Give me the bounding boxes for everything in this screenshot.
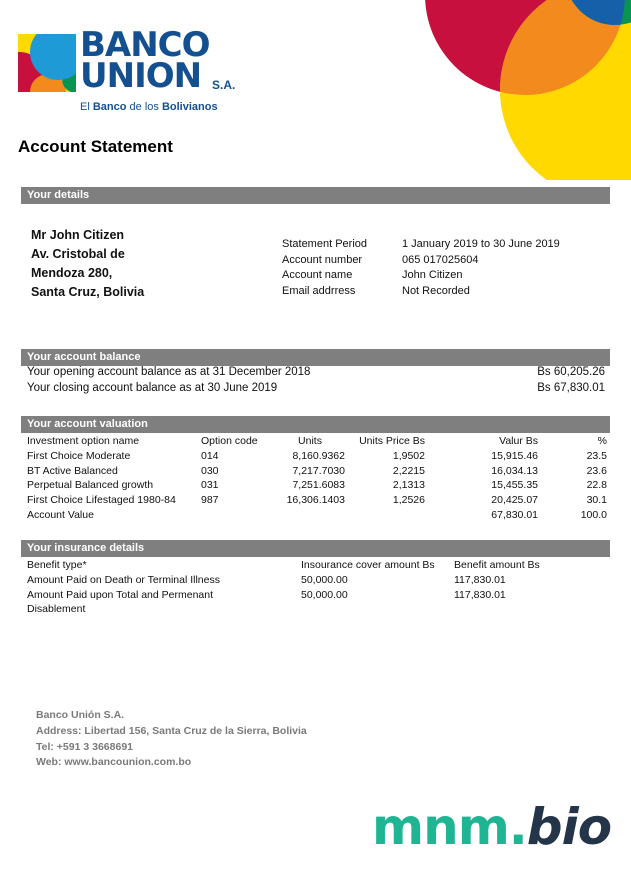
table-row: BT Active Balanced 030 7,217.7030 2,2215 16,034.13 23.6 — [27, 464, 607, 477]
detail-row: Email addrress Not Recorded — [282, 284, 470, 297]
footer-website: Web: www.bancounion.com.bo — [36, 756, 192, 769]
footer-bank-name: Banco Unión S.A. — [36, 709, 125, 721]
table-row: Amount Paid upon Total and Permenant 50,000.00 117,830.01 — [27, 588, 506, 601]
customer-address — [31, 226, 144, 302]
logo-tagline: El Banco de los Bolivianos — [80, 101, 218, 113]
logo-suffix: S.A. — [212, 78, 236, 92]
address-line: Mr John Citizen — [31, 228, 125, 242]
footer-address: Address: Libertad 156, Santa Cruz de la Sierra, Bolivia — [36, 724, 307, 737]
logo-mark — [18, 34, 76, 92]
table-total-row: Account Value 67,830.01 100.0 — [27, 508, 607, 521]
table-row: Amount Paid on Death or Terminal Illness 50,000.00 117,830.01 — [27, 573, 506, 586]
table-row: Disablement — [27, 603, 86, 616]
logo-line-1: BANCO — [80, 25, 210, 65]
table-row: First Choice Moderate 014 8,160.9362 1,9502 15,915.46 23.5 — [27, 449, 607, 462]
page-title: Account Statement — [18, 137, 173, 156]
detail-row: Account name John Citizen — [282, 269, 463, 281]
table-header-row: Benefit type* Insourance cover amount Bs Benefit amount Bs — [27, 559, 540, 571]
watermark: mnm.bio — [372, 798, 612, 856]
balance-row-opening: Your opening account balance as at 31 December 2018 Bs 60,205.26 — [27, 366, 605, 378]
logo-line-2: UNION — [80, 56, 202, 96]
logo-wordmark — [80, 25, 210, 96]
section-header-details: Your details — [21, 187, 610, 204]
detail-row: Account number 065 017025604 — [282, 253, 479, 266]
insurance-table — [27, 558, 607, 617]
address-line: Mendoza 280, — [31, 266, 113, 280]
address-line: Santa Cruz, Bolivia — [31, 285, 145, 299]
table-row: First Choice Lifestaged 1980-84 987 16,306.1403 1,2526 20,425.07 30.1 — [27, 494, 607, 507]
valuation-table — [27, 434, 607, 523]
table-row: Perpetual Balanced growth 031 7,251.6083 2,1313 15,455.35 22.8 — [27, 479, 607, 492]
table-header-row: Investment option name Option code Units Units Price Bs Valur Bs % — [27, 435, 607, 447]
decorative-circles — [400, 0, 631, 180]
address-line: Av. Cristobal de — [31, 247, 125, 261]
footer-phone: Tel: +591 3 3668691 — [36, 740, 134, 753]
section-header-valuation: Your account valuation — [21, 416, 610, 433]
section-header-insurance: Your insurance details — [21, 540, 610, 557]
detail-row: Statement Period 1 January 2019 to 30 June 2019 — [282, 238, 560, 250]
account-details — [282, 237, 560, 299]
bank-contact-footer — [36, 708, 307, 771]
section-header-balance: Your account balance — [21, 349, 610, 366]
balance-row-closing: Your closing account balance as at 30 June 2019 Bs 67,830.01 — [27, 382, 605, 394]
